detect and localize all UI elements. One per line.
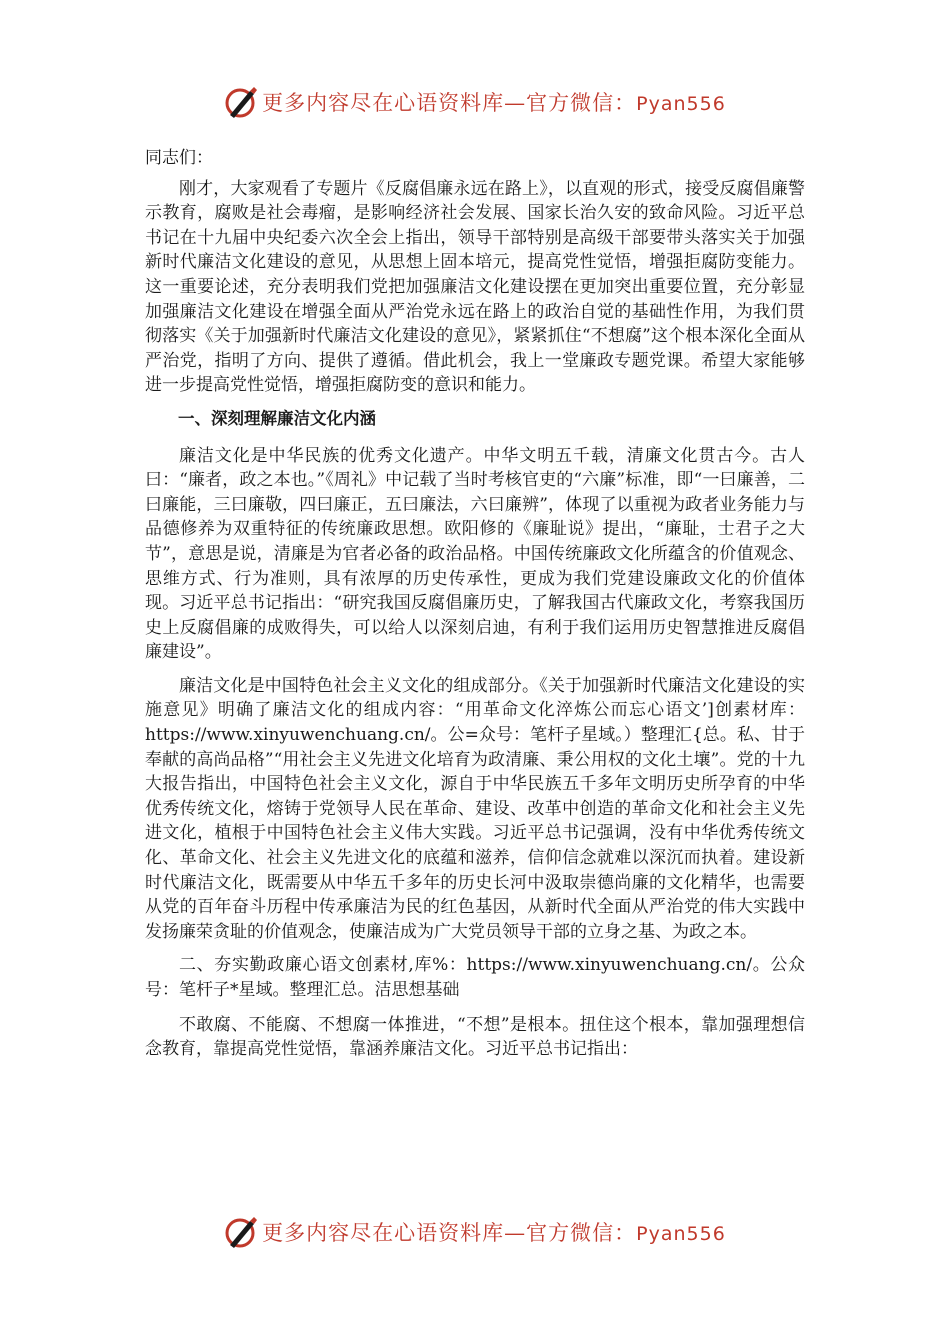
header-banner xyxy=(0,82,950,122)
section-heading-1: 一、深刻理解廉洁文化内涵 xyxy=(178,408,376,428)
document-body xyxy=(145,146,805,1062)
greeting: 同志们： xyxy=(145,148,213,168)
section-heading-2: 二、夯实勤政廉心语文创素材,库%：https://www.xinyuwenchuang.cn/。公众号：笔杆子*星域。整理汇总。洁思想基础 xyxy=(145,955,805,1000)
banner-text: 更多内容尽在心语资料库—官方微信：Pyan556 xyxy=(262,91,726,115)
paragraph-section1-a: 廉洁文化是中华民族的优秀文化遗产。中华文明五千载，清廉文化贯古今。古人曰：“廉者，政之本也。”《周礼》中记载了当时考核官吏的“六廉”标准，即“一曰廉善，二曰廉能，三曰廉敬，四曰廉正，五曰廉法，六曰廉辨”，体现了以重视为政者业务能力与品德修养为双重特征的传统廉政思想。欧阳修的《廉耻说》提出，“廉耻，士君子之大节”，意思是说，清廉是为官者必备的政治品格。中国传统廉政文化所蕴含的价值观念、思维方式、行为准则，具有浓厚的历史传承性，更成为我们党建设廉政文化的价值体现。习近平总书记指出：“研究我国反腐倡廉历史，了解我国古代廉政文化，考察我国历史上反腐倡廉的成败得失，可以给人以深刻启迪，有利于我们运用历史智慧推进反腐倡廉建设”。 xyxy=(145,445,805,663)
footer-banner xyxy=(0,1212,950,1252)
pen-logo-icon xyxy=(224,85,258,119)
paragraph-intro: 刚才，大家观看了专题片《反腐倡廉永远在路上》，以直观的形式，接受反腐倡廉警示教育，腐败是社会毒瘤，是影响经济社会发展、国家长治久安的致命风险。习近平总书记在十九届中央纪委六次全会上指出，领导干部特别是高级干部要带头落实关于加强新时代廉洁文化建设的意见，从思想上固本培元，提高党性觉悟，增强拒腐防变能力。这一重要论述，充分表明我们党把加强廉洁文化建设摆在更加突出重要位置，充分彰显加强廉洁文化建设在增强全面从严治党永远在路上的政治自觉的基础性作用，为我们贯彻落实《关于加强新时代廉洁文化建设的意见》，紧紧抓住“不想腐”这个根本深化全面从严治党，指明了方向、提供了遵循。借此机会，我上一堂廉政专题党课。希望大家能够进一步提高党性觉悟，增强拒腐防变的意识和能力。 xyxy=(145,178,805,396)
paragraph-section1-b: 廉洁文化是中国特色社会主义文化的组成部分。《关于加强新时代廉洁文化建设的实施意见》明确了廉洁文化的组成内容：“用革命文化淬炼公而忘心语文’]创素材库：https://www.xinyuwenchuang.cn/。公=众号：笔杆子星域。）整理汇{总。私、甘于奉献的高尚品格”“用社会主义先进文化培育为政清廉、秉公用权的文化土壤”。党的十九大报告指出，中国特色社会主义文化，源自于中华民族五千多年文明历史所孕育的中华优秀传统文化，熔铸于党领导人民在革命、建设、改革中创造的革命文化和社会主义先进文化，植根于中国特色社会主义伟大实践。习近平总书记强调，没有中华优秀传统文化、革命文化、社会主义先进文化的底蕴和滋养，信仰信念就难以深沉而执着。建设新时代廉洁文化，既需要从中华五千多年的历史长河中汲取崇德尚廉的文化精华，也需要从党的百年奋斗历程中传承廉洁为民的红色基因，从新时代全面从严治党的伟大实践中发扬廉荣贪耻的价值观念，使廉洁成为广大党员领导干部的立身之基、为政之本。 xyxy=(145,675,805,942)
paragraph-section2-a: 不敢腐、不能腐、不想腐一体推进，“不想”是根本。扭住这个根本，靠加强理想信念教育，靠提高党性觉悟，靠涵养廉洁文化。习近平总书记指出： xyxy=(145,1014,805,1060)
banner-text: 更多内容尽在心语资料库—官方微信：Pyan556 xyxy=(262,1221,726,1245)
pen-logo-icon xyxy=(224,1215,258,1249)
